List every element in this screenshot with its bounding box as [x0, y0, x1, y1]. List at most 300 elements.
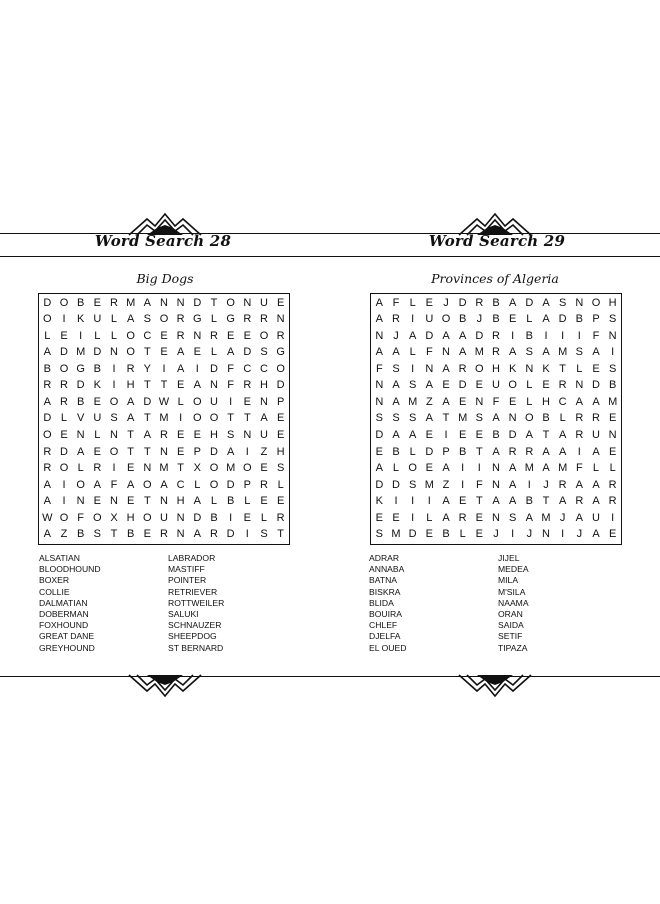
grid-letter: L	[592, 462, 600, 475]
grid-letter: B	[126, 528, 135, 541]
grid-letter: L	[244, 495, 251, 508]
grid-letter: U	[210, 395, 218, 408]
grid-letter: T	[227, 412, 235, 425]
grid-letter: Z	[442, 478, 450, 491]
grid-letter: A	[226, 346, 235, 359]
grid-letter: G	[276, 346, 285, 359]
grid-letter: K	[76, 313, 85, 326]
word-list-item: BOUIRA	[369, 608, 402, 619]
grid-letter: R	[126, 362, 135, 375]
grid-letter: M	[524, 462, 534, 475]
word-search-heading: Word Search 28	[94, 232, 232, 250]
grid-letter: A	[193, 528, 201, 541]
grid-letter: A	[558, 429, 567, 442]
grid-letter: O	[43, 313, 52, 326]
grid-letter: X	[193, 462, 201, 475]
grid-letter: A	[592, 445, 600, 458]
grid-letter: I	[162, 362, 166, 375]
grid-letter: M	[159, 462, 169, 475]
grid-letter: D	[592, 379, 600, 392]
grid-letter: T	[160, 379, 168, 392]
grid-letter: D	[226, 478, 235, 491]
grid-letter: N	[243, 429, 252, 442]
grid-letter: A	[408, 429, 417, 442]
grid-letter: D	[193, 296, 202, 309]
grid-letter: B	[542, 412, 550, 425]
grid-letter: B	[392, 445, 400, 458]
grid-letter: C	[558, 395, 567, 408]
grid-letter: E	[425, 296, 433, 309]
word-list-item: ST BERNARD	[168, 642, 224, 653]
grid-letter: E	[475, 528, 483, 541]
grid-letter: E	[425, 528, 433, 541]
grid-letter: S	[260, 346, 268, 359]
grid-letter: I	[544, 329, 548, 342]
grid-letter: B	[492, 429, 500, 442]
grid-letter: L	[459, 528, 466, 541]
grid-letter: S	[143, 313, 151, 326]
grid-letter: E	[475, 511, 483, 524]
grid-letter: J	[443, 296, 449, 309]
grid-letter: T	[559, 362, 567, 375]
grid-letter: A	[392, 395, 400, 408]
grid-letter: I	[245, 445, 249, 458]
grid-letter: L	[210, 495, 218, 508]
grid-letter: I	[527, 478, 531, 491]
grid-letter: D	[210, 445, 218, 458]
grid-letter: I	[411, 313, 415, 326]
grid-letter: B	[525, 495, 533, 508]
grid-letter: A	[375, 313, 383, 326]
grid-letter: J	[526, 528, 533, 541]
grid-letter: O	[259, 329, 269, 342]
grid-letter: E	[508, 313, 517, 326]
word-list-item: GREYHOUND	[39, 642, 95, 653]
grid-letter: G	[76, 362, 85, 375]
grid-letter: J	[476, 313, 483, 326]
grid-letter: A	[508, 495, 517, 508]
grid-letter: X	[110, 511, 118, 524]
grid-letter: S	[110, 412, 118, 425]
grid-letter: O	[408, 462, 417, 475]
grid-letter: E	[93, 395, 101, 408]
grid-letter: F	[227, 379, 235, 392]
grid-letter: A	[592, 346, 600, 359]
grid-letter: O	[591, 296, 601, 309]
grid-letter: T	[177, 462, 185, 475]
grid-letter: E	[276, 296, 285, 309]
grid-letter: D	[43, 412, 52, 425]
grid-letter: O	[59, 511, 69, 524]
grid-letter: L	[409, 296, 416, 309]
grid-letter: J	[493, 528, 499, 541]
grid-letter: M	[126, 296, 136, 309]
grid-letter: I	[411, 495, 415, 508]
grid-letter: F	[475, 478, 483, 491]
grid-letter: R	[558, 478, 567, 491]
grid-letter: B	[76, 395, 85, 408]
word-list-item: SHEEPDOG	[168, 631, 217, 642]
grid-letter: R	[508, 445, 517, 458]
grid-letter: W	[42, 511, 53, 524]
grid-letter: T	[110, 528, 118, 541]
mountain-ornament-icon	[127, 672, 203, 698]
word-list-item: LABRADOR	[168, 553, 216, 563]
grid-letter: N	[160, 296, 168, 309]
grid-letter: D	[508, 429, 517, 442]
mountain-ornament-icon	[457, 672, 533, 698]
grid-letter: B	[458, 445, 467, 458]
grid-letter: T	[210, 296, 218, 309]
grid-letter: E	[160, 329, 168, 342]
grid-letter: I	[62, 313, 66, 326]
grid-letter: R	[492, 329, 500, 342]
word-list-item: DALMATIAN	[39, 597, 88, 608]
grid-letter: A	[558, 445, 567, 458]
grid-letter: N	[375, 329, 384, 342]
grid-letter: O	[276, 362, 285, 375]
word-list-item: TIPAZA	[498, 642, 528, 653]
grid-letter: R	[176, 329, 185, 342]
grid-letter: R	[60, 379, 68, 392]
word-list-item: BOXER	[39, 575, 70, 586]
grid-letter: A	[592, 528, 600, 541]
bottom-ornament	[127, 672, 203, 698]
grid-letter: N	[143, 462, 152, 475]
grid-letter: N	[425, 362, 434, 375]
grid-letter: S	[260, 528, 268, 541]
grid-letter: I	[112, 462, 116, 475]
grid-letter: D	[226, 528, 235, 541]
grid-letter: E	[425, 429, 433, 442]
grid-letter: N	[492, 462, 500, 475]
grid-letter: I	[245, 528, 249, 541]
grid-letter: B	[76, 296, 85, 309]
grid-letter: D	[458, 379, 467, 392]
grid-letter: H	[210, 429, 218, 442]
grid-letter: A	[126, 412, 135, 425]
grid-letter: R	[260, 478, 268, 491]
word-list-item: COLLIE	[39, 586, 70, 597]
grid-letter: C	[176, 478, 185, 491]
grid-letter: J	[393, 329, 399, 342]
grid-letter: I	[411, 362, 415, 375]
grid-letter: A	[525, 511, 533, 524]
grid-letter: O	[109, 395, 119, 408]
grid-letter: I	[511, 329, 515, 342]
grid-letter: K	[375, 495, 383, 508]
grid-letter: L	[277, 478, 284, 491]
grid-letter: S	[375, 528, 383, 541]
grid-letter: N	[193, 329, 202, 342]
grid-letter: R	[458, 511, 467, 524]
grid-letter: E	[143, 528, 151, 541]
grid-letter: S	[475, 412, 483, 425]
grid-letter: I	[427, 495, 431, 508]
grid-letter: L	[426, 511, 433, 524]
grid-letter: D	[425, 445, 434, 458]
grid-letter: N	[375, 379, 384, 392]
word-list-item: SALUKI	[168, 608, 199, 619]
grid-letter: I	[444, 429, 448, 442]
grid-letter: I	[477, 462, 481, 475]
grid-letter: S	[392, 412, 400, 425]
grid-letter: N	[575, 296, 584, 309]
word-list-item: GREAT DANE	[39, 631, 95, 642]
word-list-item: SETIF	[498, 631, 523, 642]
grid-letter: E	[458, 495, 467, 508]
grid-letter: I	[79, 329, 83, 342]
word-list-item: SCHNAUZER	[168, 620, 222, 631]
word-list-item: ADRAR	[369, 553, 400, 563]
grid-letter: U	[592, 511, 600, 524]
grid-letter: I	[511, 528, 515, 541]
grid-letter: R	[608, 478, 617, 491]
grid-letter: F	[392, 296, 400, 309]
grid-letter: I	[561, 329, 565, 342]
grid-letter: R	[575, 429, 584, 442]
grid-letter: A	[425, 379, 433, 392]
grid-letter: D	[392, 478, 400, 491]
grid-letter: B	[575, 313, 583, 326]
grid-letter: E	[542, 379, 550, 392]
grid-letter: I	[195, 362, 199, 375]
grid-letter: M	[558, 462, 568, 475]
grid-letter: M	[558, 346, 568, 359]
grid-letter: F	[110, 478, 118, 491]
grid-letter: O	[193, 395, 202, 408]
word-list-item: ALSATIAN	[39, 553, 80, 563]
grid-letter: E	[425, 462, 433, 475]
page-word-search-28	[0, 210, 330, 700]
grid-letter: P	[276, 395, 285, 408]
grid-letter: N	[492, 478, 500, 491]
grid-letter: O	[59, 462, 69, 475]
grid-letter: E	[176, 379, 185, 392]
grid-letter: J	[559, 511, 566, 524]
grid-letter: T	[127, 429, 135, 442]
grid-letter: R	[575, 495, 584, 508]
grid-letter: R	[276, 511, 285, 524]
word-list-item: BLOODHOUND	[39, 564, 101, 575]
grid-letter: V	[76, 412, 85, 425]
grid-letter: N	[508, 412, 517, 425]
word-list-item: FOXHOUND	[39, 620, 89, 631]
grid-letter: E	[608, 412, 617, 425]
grid-letter: O	[59, 296, 69, 309]
word-list-item: EL OUED	[369, 642, 407, 653]
grid-letter: E	[375, 511, 383, 524]
grid-letter: T	[143, 346, 151, 359]
grid-letter: C	[243, 362, 252, 375]
grid-letter: S	[508, 511, 517, 524]
grid-letter: B	[492, 296, 500, 309]
grid-letter: M	[159, 412, 169, 425]
grid-letter: B	[76, 528, 85, 541]
book-spread	[0, 210, 660, 700]
grid-letter: H	[492, 362, 500, 375]
grid-letter: M	[408, 395, 418, 408]
grid-letter: S	[525, 346, 533, 359]
grid-letter: I	[112, 379, 116, 392]
grid-letter: B	[210, 511, 218, 524]
grid-letter: L	[409, 346, 416, 359]
grid-letter: N	[608, 429, 617, 442]
grid-letter: A	[575, 478, 583, 491]
grid-letter: A	[492, 412, 500, 425]
grid-letter: E	[243, 511, 251, 524]
word-list-item: MEDEA	[498, 564, 529, 575]
grid-letter: A	[525, 429, 533, 442]
grid-letter: Z	[260, 445, 268, 458]
grid-letter: A	[43, 395, 51, 408]
grid-letter: N	[525, 362, 534, 375]
grid-letter: N	[276, 313, 285, 326]
grid-letter: A	[143, 429, 151, 442]
grid-letter: M	[608, 395, 618, 408]
grid-letter: S	[575, 346, 583, 359]
grid-letter: H	[176, 495, 185, 508]
grid-letter: I	[62, 495, 66, 508]
grid-letter: N	[243, 296, 252, 309]
grid-letter: A	[542, 346, 550, 359]
grid-letter: T	[475, 495, 483, 508]
grid-letter: A	[442, 362, 450, 375]
grid-letter: L	[110, 313, 118, 326]
grid-letter: F	[492, 395, 500, 408]
grid-letter: O	[109, 445, 119, 458]
grid-letter: A	[126, 313, 135, 326]
grid-letter: A	[143, 296, 151, 309]
grid-letter: O	[93, 511, 102, 524]
grid-letter: E	[176, 429, 185, 442]
grid-letter: A	[508, 478, 517, 491]
grid-letter: N	[575, 379, 584, 392]
grid-letter: L	[609, 462, 616, 475]
grid-letter: E	[276, 429, 285, 442]
word-list-item: MASTIFF	[168, 564, 205, 575]
word-list-item: DOBERMAN	[39, 608, 89, 619]
grid-letter: G	[226, 313, 235, 326]
grid-letter: H	[126, 511, 135, 524]
grid-letter: M	[76, 346, 86, 359]
grid-letter: E	[93, 495, 101, 508]
grid-letter: N	[176, 528, 185, 541]
grid-letter: A	[392, 379, 400, 392]
grid-letter: N	[76, 429, 85, 442]
grid-letter: N	[110, 346, 118, 359]
word-list	[369, 553, 627, 654]
grid-letter: L	[260, 511, 268, 524]
grid-letter: R	[608, 495, 617, 508]
grid-letter: T	[542, 495, 550, 508]
grid-letter: R	[210, 329, 218, 342]
grid-letter: U	[260, 296, 268, 309]
word-list-item: MILA	[498, 575, 519, 586]
word-list-item: SAIDA	[498, 620, 524, 631]
grid-letter: A	[558, 495, 567, 508]
grid-letter: A	[442, 462, 450, 475]
grid-letter: L	[576, 362, 583, 375]
grid-letter: O	[209, 412, 219, 425]
grid-letter: A	[425, 412, 433, 425]
word-list-item: ANNABA	[369, 564, 405, 575]
word-list-item: CHLEF	[369, 620, 398, 631]
grid-letter: P	[592, 313, 600, 326]
grid-letter: D	[243, 346, 252, 359]
grid-letter: A	[193, 379, 201, 392]
grid-letter: R	[492, 346, 500, 359]
grid-letter: R	[392, 313, 400, 326]
grid-letter: S	[276, 462, 285, 475]
grid-letter: N	[160, 445, 168, 458]
grid-letter: J	[543, 478, 549, 491]
grid-letter: I	[561, 528, 565, 541]
grid-letter: A	[492, 445, 500, 458]
grid-letter: I	[461, 462, 465, 475]
grid-letter: S	[375, 412, 383, 425]
grid-letter: A	[458, 329, 467, 342]
grid-letter: I	[611, 346, 615, 359]
grid-letter: R	[575, 412, 584, 425]
grid-letter: L	[559, 412, 566, 425]
grid-letter: I	[394, 495, 398, 508]
grid-letter: A	[126, 395, 135, 408]
grid-letter: N	[260, 395, 268, 408]
grid-letter: L	[210, 346, 218, 359]
grid-letter: B	[608, 379, 617, 392]
grid-letter: A	[176, 346, 185, 359]
grid-letter: A	[542, 445, 550, 458]
grid-letter: E	[126, 462, 135, 475]
grid-letter: A	[226, 445, 235, 458]
puzzle-title: Big Dogs	[136, 271, 194, 286]
grid-letter: Z	[425, 395, 433, 408]
grid-letter: R	[43, 379, 52, 392]
grid-letter: A	[160, 478, 168, 491]
grid-letter: B	[458, 313, 467, 326]
grid-letter: D	[458, 296, 467, 309]
grid-letter: O	[243, 462, 252, 475]
grid-letter: A	[76, 445, 85, 458]
grid-letter: F	[375, 362, 383, 375]
grid-letter: E	[592, 362, 600, 375]
grid-letter: O	[143, 478, 152, 491]
grid-letter: O	[126, 346, 135, 359]
grid-letter: E	[276, 495, 285, 508]
grid-letter: H	[260, 379, 268, 392]
grid-letter: O	[159, 313, 169, 326]
word-list-item: POINTER	[168, 575, 207, 586]
grid-letter: F	[592, 329, 600, 342]
grid-letter: L	[77, 462, 84, 475]
grid-letter: D	[76, 379, 85, 392]
grid-letter: A	[43, 495, 51, 508]
grid-letter: E	[193, 429, 201, 442]
grid-letter: E	[392, 511, 400, 524]
grid-letter: C	[143, 329, 152, 342]
grid-letter: N	[110, 429, 118, 442]
grid-letter: E	[508, 395, 517, 408]
word-list-item: RETRIEVER	[168, 586, 218, 597]
grid-letter: A	[93, 478, 101, 491]
grid-letter: E	[375, 445, 383, 458]
grid-letter: R	[160, 429, 168, 442]
grid-letter: N	[76, 495, 85, 508]
grid-letter: A	[442, 395, 450, 408]
grid-letter: L	[44, 329, 51, 342]
grid-letter: E	[193, 346, 201, 359]
